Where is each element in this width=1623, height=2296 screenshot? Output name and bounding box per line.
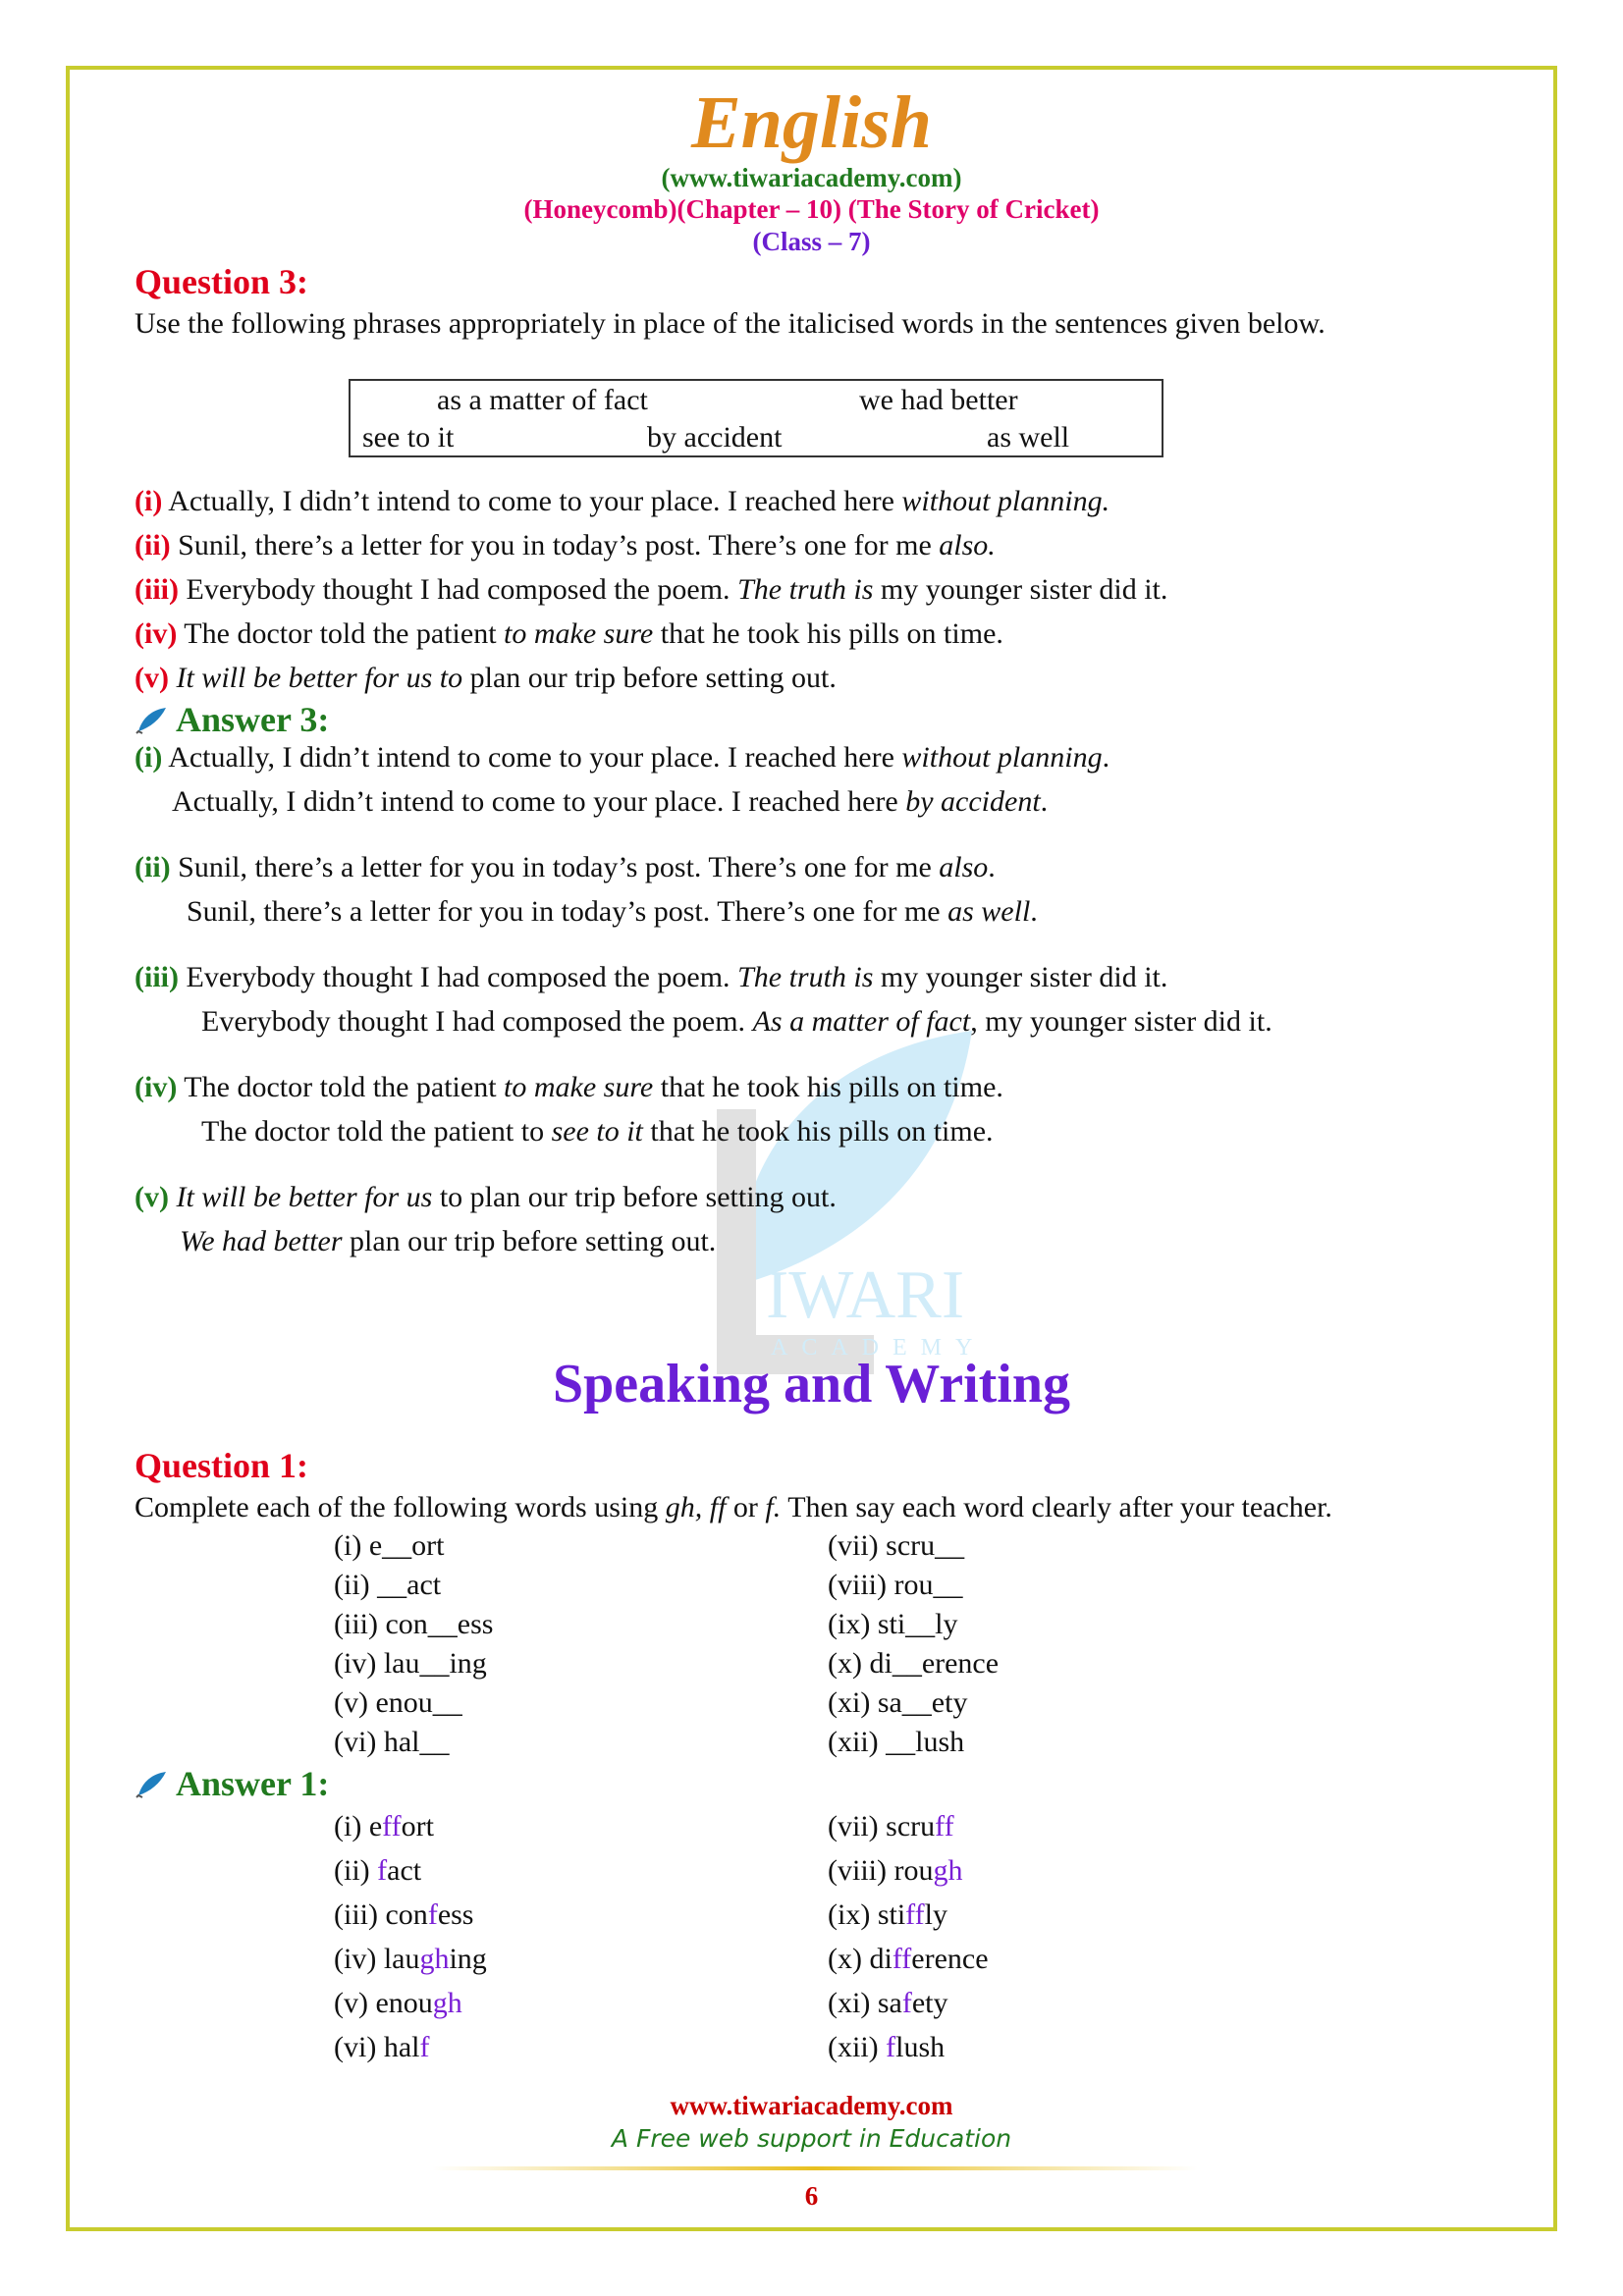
word-item: (vii) scru__ [828, 1529, 965, 1562]
word-item: (iv) lau__ing [334, 1647, 487, 1680]
answer-title-text: Answer 1: [176, 1764, 330, 1803]
word-item: (viii) rou__ [828, 1569, 963, 1601]
item-text: The doctor told the patient [184, 1071, 505, 1103]
item-text: . [988, 851, 996, 883]
answer-line [201, 1112, 994, 1151]
answer-word [334, 2025, 487, 2069]
item-italic: It will be better for us to [176, 662, 463, 694]
answer-text: Actually, I didn’t intend to come to your place. I reached here [172, 785, 906, 818]
word-part: (x) di [828, 1943, 893, 1975]
word-item: (ii) __act [334, 1569, 442, 1601]
answer-word [828, 1848, 989, 1893]
answer-word [334, 1893, 487, 1937]
question-item [135, 570, 1167, 610]
question-1-instruction [135, 1488, 1332, 1527]
item-number: (i) [135, 485, 163, 517]
footer-website: www.tiwariacademy.com [670, 2091, 953, 2120]
item-text: that he took his pills on time. [653, 617, 1003, 650]
item-italic: The truth is [737, 961, 874, 993]
header-website: (www.tiwariacademy.com) [661, 163, 962, 192]
word-highlight: f [377, 1854, 388, 1887]
item-number: (ii) [135, 851, 171, 883]
word-part: ly [924, 1898, 947, 1931]
item-text: Everybody thought I had composed the poem. [186, 573, 738, 606]
answer-text: The doctor told the patient to [201, 1115, 552, 1148]
instruction-text: Complete each of the following words using [135, 1491, 666, 1523]
item-italic: without planning. [901, 485, 1110, 517]
answer-text: Sunil, there’s a letter for you in today’s post. There’s one for me [187, 895, 948, 928]
word-highlight: ff [892, 1943, 912, 1975]
instruction-text: or [726, 1491, 766, 1523]
answer-question-line [135, 848, 996, 887]
item-italic: The truth is [737, 573, 874, 606]
item-number: (v) [135, 662, 169, 694]
answer-question-line [135, 738, 1109, 777]
word-part: (xii) [828, 2031, 887, 2063]
item-text: . [1102, 741, 1110, 774]
question-3-instruction: Use the following phrases appropriately in place of the italicised words in the sentences given below. [135, 307, 1325, 340]
item-number: (iv) [135, 617, 178, 650]
item-italic: It will be better for us [176, 1181, 433, 1213]
answer-word [334, 1804, 487, 1848]
item-number: (iv) [135, 1071, 178, 1103]
word-part: (v) enou [334, 1987, 433, 2019]
item-text: Actually, I didn’t intend to come to your place. I reached here [168, 485, 902, 517]
question-item [135, 659, 837, 698]
header-class: (Class – 7) [752, 227, 871, 256]
word-item: (xii) __lush [828, 1726, 965, 1758]
answer-title-text: Answer 3: [176, 700, 330, 739]
item-number: (ii) [135, 529, 171, 561]
question-item [135, 614, 1003, 654]
word-highlight: gh [933, 1854, 963, 1887]
answer-question-line [135, 1178, 837, 1217]
item-text: that he took his pills on time. [653, 1071, 1003, 1103]
word-item: (x) di__erence [828, 1647, 1000, 1680]
answer-question-line [135, 958, 1167, 997]
word-part: (iii) con [334, 1898, 428, 1931]
feather-icon [135, 1768, 168, 1799]
answer-word [334, 1981, 487, 2025]
item-italic: also [939, 851, 989, 883]
word-part: (ii) [334, 1854, 378, 1887]
phrase: see to it [362, 421, 455, 454]
word-part: (ix) sti [828, 1898, 906, 1931]
question-item [135, 526, 996, 565]
answer-italic: by accident [905, 785, 1041, 818]
word-highlight: gh [419, 1943, 450, 1975]
item-text: Sunil, there’s a letter for you in today’s post. There’s one for me [178, 851, 940, 883]
word-item: (xi) sa__ety [828, 1686, 968, 1719]
answer-italic: see to it [551, 1115, 643, 1148]
item-text: plan our trip before setting out. [462, 662, 837, 694]
answer-1-title [135, 1763, 329, 1804]
answer-text: . [1040, 785, 1049, 818]
phrase-box [349, 379, 1163, 457]
word-highlight: ff [905, 1898, 925, 1931]
answer-list-left [334, 1804, 487, 2069]
word-part: (xi) sa [828, 1987, 902, 2019]
question-1-title: Question 1: [135, 1446, 309, 1485]
word-highlight: f [427, 1898, 438, 1931]
word-highlight: f [419, 2031, 430, 2063]
word-part: (i) e [334, 1810, 383, 1842]
phrase: as a matter of fact [437, 384, 648, 416]
word-highlight: ff [935, 1810, 954, 1842]
word-item: (i) e__ort [334, 1529, 445, 1562]
answer-text: plan our trip before setting out. [342, 1225, 717, 1257]
word-part: (viii) rou [828, 1854, 934, 1887]
watermark-text: IWARI [766, 1257, 965, 1333]
answer-line [180, 1222, 716, 1261]
word-item: (iii) con__ess [334, 1608, 494, 1640]
footer-divider [432, 2166, 1198, 2170]
instruction-italic: gh, ff [665, 1491, 727, 1523]
item-text: to plan our trip before setting out. [432, 1181, 837, 1213]
answer-question-line [135, 1068, 1003, 1107]
word-list-right [828, 1526, 999, 1762]
word-part: (vii) scru [828, 1810, 936, 1842]
page-title: English [690, 81, 933, 164]
word-highlight: f [886, 2031, 896, 2063]
word-item: (v) enou__ [334, 1686, 462, 1719]
answer-line [172, 782, 1048, 822]
answer-text: , my younger sister did it. [970, 1005, 1272, 1038]
word-part: (iv) lau [334, 1943, 420, 1975]
instruction-text: Then say each word clearly after your teacher. [781, 1491, 1332, 1523]
word-part: ing [449, 1943, 487, 1975]
word-item: (vi) hal__ [334, 1726, 450, 1758]
phrase: we had better [859, 384, 1018, 416]
word-highlight: f [901, 1987, 912, 2019]
watermark-subtext: ACADEMY [771, 1335, 987, 1361]
section-title: Speaking and Writing [552, 1354, 1071, 1415]
question-item [135, 482, 1109, 521]
item-text: Actually, I didn’t intend to come to your place. I reached here [168, 741, 902, 774]
page-number: 6 [804, 2181, 819, 2211]
item-text: my younger sister did it. [873, 961, 1168, 993]
word-part: erence [911, 1943, 989, 1975]
item-italic: also. [939, 529, 996, 561]
item-text: The doctor told the patient [184, 617, 505, 650]
word-part: ety [911, 1987, 948, 2019]
item-number: (iii) [135, 961, 179, 993]
footer-tagline: A Free web support in Education [611, 2124, 1012, 2153]
word-part: act [387, 1854, 422, 1887]
question-3-title: Question 3: [135, 262, 309, 301]
word-part: lush [895, 2031, 946, 2063]
phrase: by accident [647, 421, 783, 454]
item-italic: to make sure [504, 1071, 654, 1103]
answer-italic: as well [947, 895, 1031, 928]
word-part: ort [401, 1810, 434, 1842]
answer-list-right [828, 1804, 989, 2069]
word-list-left [334, 1526, 493, 1762]
instruction-italic: f. [765, 1491, 782, 1523]
answer-text: that he took his pills on time. [642, 1115, 994, 1148]
item-number: (i) [135, 741, 163, 774]
item-italic: to make sure [504, 617, 654, 650]
answer-word [828, 1937, 989, 1981]
item-text: Sunil, there’s a letter for you in today’s post. There’s one for me [178, 529, 940, 561]
answer-italic: As a matter of fact [752, 1005, 971, 1038]
answer-word [828, 1893, 989, 1937]
item-text: my younger sister did it. [873, 573, 1168, 606]
header-chapter: (Honeycomb)(Chapter – 10) (The Story of Cricket) [523, 194, 1100, 224]
phrase: as well [987, 421, 1070, 454]
answer-word [828, 1804, 989, 1848]
answer-word [828, 1981, 989, 2025]
answer-3-title [135, 699, 329, 740]
answer-italic: We had better [180, 1225, 343, 1257]
word-highlight: ff [382, 1810, 402, 1842]
item-number: (v) [135, 1181, 169, 1213]
word-part: ess [437, 1898, 474, 1931]
answer-line [187, 892, 1038, 932]
answer-line [201, 1002, 1272, 1041]
word-part: (vi) hal [334, 2031, 420, 2063]
item-number: (iii) [135, 573, 179, 606]
word-item: (ix) sti__ly [828, 1608, 958, 1640]
item-italic: without planning [901, 741, 1103, 774]
answer-word [334, 1848, 487, 1893]
item-text: Everybody thought I had composed the poem. [186, 961, 738, 993]
answer-text: Everybody thought I had composed the poem. [201, 1005, 753, 1038]
word-highlight: gh [432, 1987, 462, 2019]
answer-text: . [1030, 895, 1038, 928]
feather-icon [135, 704, 168, 735]
answer-word [828, 2025, 989, 2069]
answer-word [334, 1937, 487, 1981]
